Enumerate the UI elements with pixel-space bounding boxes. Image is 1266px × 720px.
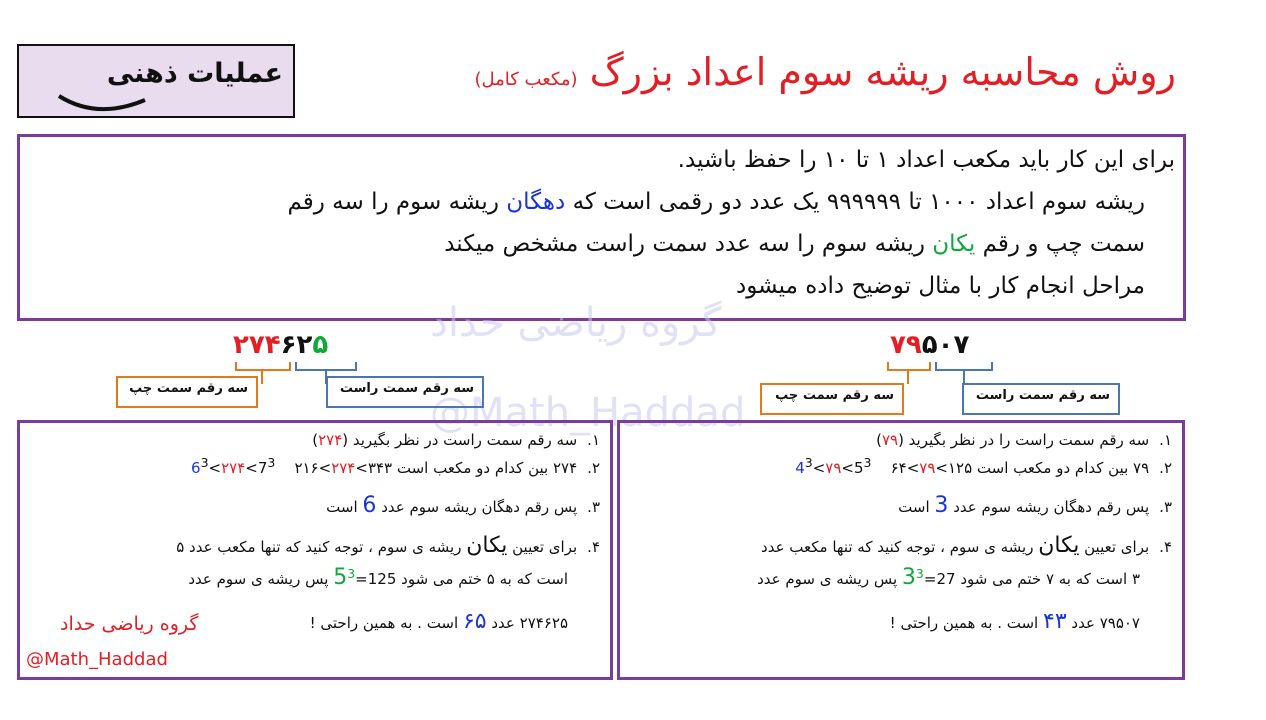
right-step-2: $4^3<۷۹<5^3$ ۲.۷۹ بین کدام دو مکعب است ۱۲۵>۷۹>۶۴: [795, 455, 1172, 477]
badge-swoosh-decoration: [57, 94, 147, 114]
intro-line-3-end: ریشه سوم را سه عدد سمت راست مشخص میکند: [444, 231, 925, 257]
intro-box: [17, 134, 1186, 321]
intro-line-3-start: سمت چپ و رقم: [982, 231, 1145, 257]
intro-highlight-tens: دهگان: [506, 189, 566, 215]
left-step-3: ۳.پس رقم دهگان ریشه سوم عدد 6 است: [326, 493, 600, 518]
label-left-three-right-example: سه رقم سمت چپ: [760, 383, 904, 415]
right-step-1: ۱.سه رقم سمت راست را در نظر بگیرید (۷۹): [876, 431, 1172, 449]
left-step-2: $6^3<۲۷۴<7^3$ ۲.۲۷۴ بین کدام دو مکعب است ۳۴۳>۲۷۴>۲۱۶: [191, 455, 600, 477]
example-left-number-mid: ۶۲: [280, 330, 313, 360]
watermark-handle: @Math_Haddad: [430, 390, 746, 436]
intro-line-2-start: ریشه سوم اعداد ۱۰۰۰ تا ۹۹۹۹۹۹ یک عدد دو رقمی است که: [572, 189, 1145, 215]
example-left-number: [233, 330, 328, 360]
right-step-4-line-3: ۷۹۵۰۷ عدد ۴۳ است . به همین راحتی !: [889, 609, 1140, 634]
right-step-4: ۴.برای تعیین یکان ریشه ی سوم ، توجه کنید که تنها مکعب عدد: [761, 533, 1172, 558]
intro-line-1: برای این کار باید مکعب اعداد ۱ تا ۱۰ را حفظ باشید.: [677, 147, 1175, 173]
watermark-name: گروه ریاضی حداد: [430, 300, 722, 346]
intro-line-3: [444, 231, 1145, 257]
example-left-number-left: ۲۷۴: [233, 330, 281, 360]
example-right-panel: [617, 420, 1185, 680]
label-right-three-left-example: سه رقم سمت راست: [326, 376, 484, 408]
left-step-4: ۴.برای تعیین یکان ریشه ی سوم ، توجه کنید که تنها مکعب عدد ۵: [176, 533, 600, 558]
example-left-panel: [17, 420, 613, 680]
example-left-number-last: ۵: [312, 330, 329, 360]
title-sub: (مکعب کامل): [474, 69, 578, 90]
intro-line-2-end: ریشه سوم را سه رقم: [287, 189, 499, 215]
brand-name: گروه ریاضی حداد: [60, 613, 199, 635]
left-step-4-line-2: است که به ۵ ختم می شود $125=5^3$ پس ریشه ی سوم عدد: [188, 565, 568, 590]
title-main: روش محاسبه ریشه سوم اعداد بزرگ: [589, 50, 1176, 94]
intro-line-2: [287, 189, 1145, 215]
label-left-three-left-example: سه رقم سمت چپ: [116, 376, 258, 408]
left-step-4-line-3: ۲۷۴۶۲۵ عدد ۶۵ است . به همین راحتی !: [309, 609, 568, 634]
page-title: [474, 50, 1176, 94]
brand-handle: @Math_Haddad: [26, 649, 168, 670]
right-step-4-line-2: ۳ است که به ۷ ختم می شود $27=3^3$ پس ریشه ی سوم عدد: [757, 565, 1140, 590]
topic-badge: [17, 44, 295, 118]
example-right-number-right: ۵۰۷: [921, 330, 970, 360]
example-right-number: [890, 330, 969, 360]
example-right-number-left: ۷۹: [890, 330, 922, 360]
right-step-3: ۳.پس رقم دهگان ریشه سوم عدد 3 است: [898, 493, 1172, 518]
label-right-three-right-example: سه رقم سمت راست: [962, 383, 1120, 415]
intro-highlight-units: یکان: [932, 231, 976, 257]
badge-label: عملیات ذهنی: [106, 58, 283, 89]
left-step-1: ۱.سه رقم سمت راست در نظر بگیرید (۲۷۴): [312, 431, 600, 449]
intro-line-4: مراحل انجام کار با مثال توضیح داده میشود: [736, 273, 1145, 299]
